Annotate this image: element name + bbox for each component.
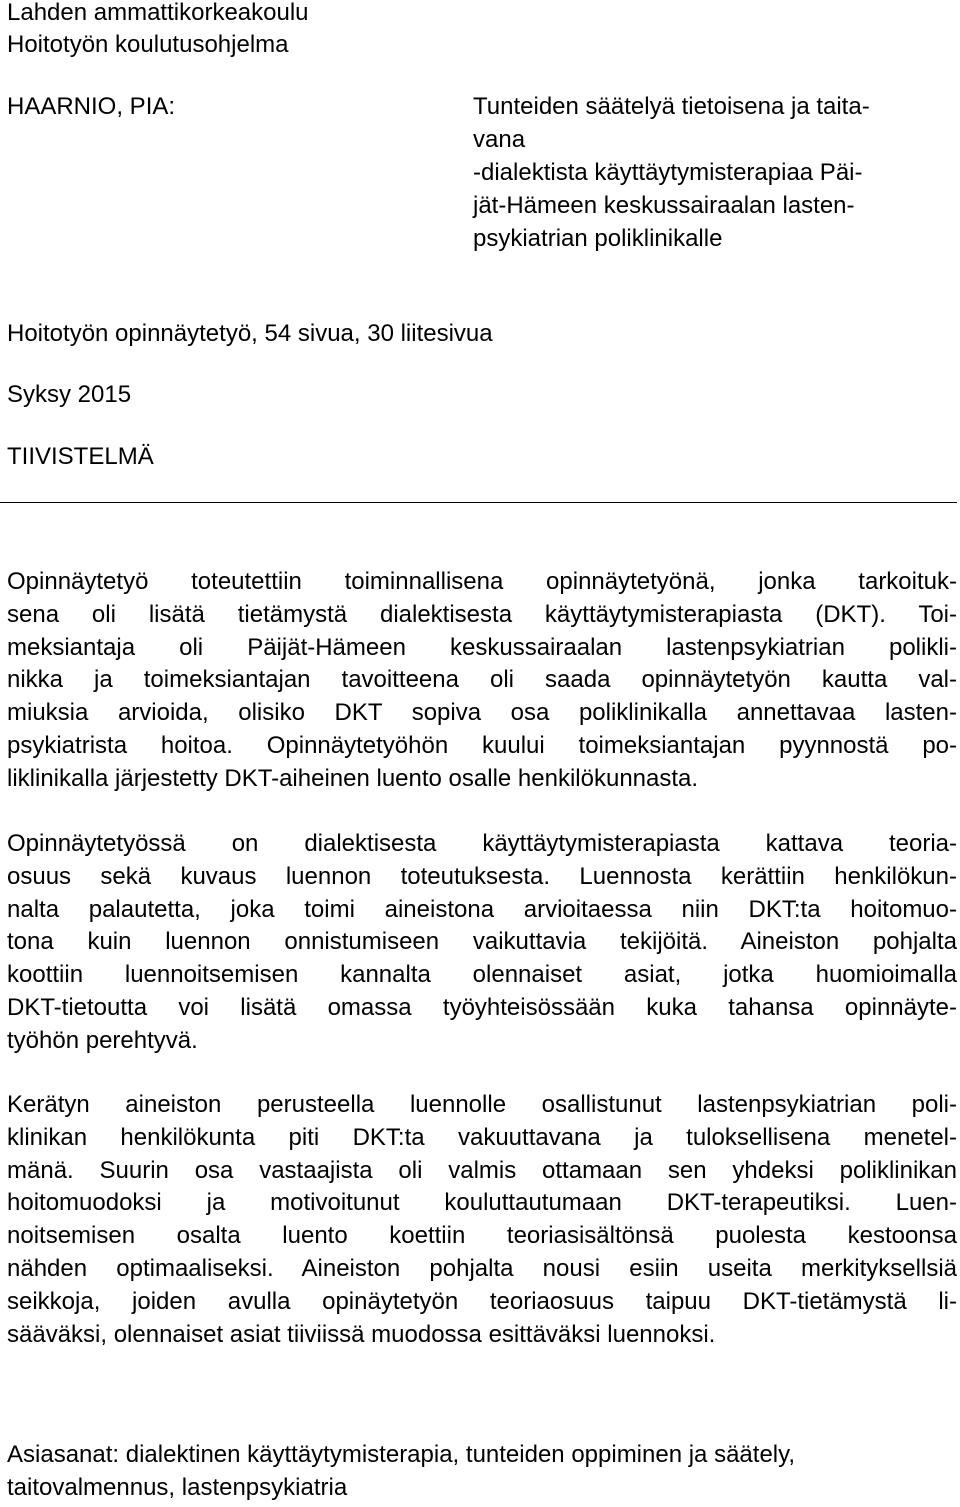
author-name: HAARNIO, PIA: xyxy=(7,93,176,120)
thesis-info: Hoitotyön opinnäytetyö, 54 sivua, 30 liitesivua xyxy=(7,320,493,347)
paragraph-line: sena oli lisätä tietämystä dialektisesta käyttäytymisterapiasta (DKT). Toi- xyxy=(7,600,957,628)
paragraph-line: DKT-tietoutta voi lisätä omassa työyhteisössään kuka tahansa opinnäyte- xyxy=(7,993,957,1021)
paragraph-line: psykiatrista hoitoa. Opinnäytetyöhön kuului toimeksiantajan pyynnostä po- xyxy=(7,731,957,759)
paragraph-line: nikka ja toimeksiantajan tavoitteena oli saada opinnäytetyön kautta val- xyxy=(7,666,957,694)
paragraph-line: seikkoja, joiden avulla opinäytetyön teoriaosuus taipuu DKT-tietämystä li- xyxy=(7,1287,957,1315)
abstract-paragraph-2 xyxy=(7,828,957,1058)
paragraph-line: nalta palautetta, joka toimi aineistona arvioitaessa niin DKT:ta hoitomuo- xyxy=(7,895,957,923)
paragraph-line: noitsemisen osalta luento koettiin teoriasisältönsä puolesta kestoonsa xyxy=(7,1222,957,1250)
keywords-line: taitovalmennus, lastenpsykiatria xyxy=(7,1473,348,1501)
paragraph-line: Opinnäytetyössä on dialektisesta käyttäytymisterapiasta kattava teoria- xyxy=(7,830,957,857)
keywords-line: Asiasanat: dialektinen käyttäytymisterapia, tunteiden oppiminen ja säätely, xyxy=(7,1441,796,1468)
paragraph-line: mänä. Suurin osa vastaajista oli valmis ottamaan sen yhdeksi poliklinikan xyxy=(7,1156,957,1184)
thesis-title-line: Tunteiden säätelyä tietoisena ja taita- xyxy=(473,93,870,120)
abstract-paragraph-1 xyxy=(7,566,957,796)
abstract-heading: TIIVISTELMÄ xyxy=(7,443,154,470)
term: Syksy 2015 xyxy=(7,381,132,408)
paragraph-line: liklinikalla järjestetty DKT-aiheinen luento osalle henkilökunnasta. xyxy=(7,764,699,792)
paragraph-line: klinikan henkilökunta piti DKT:ta vakuuttavana ja tuloksellisena menetel- xyxy=(7,1123,957,1151)
programme-name: Hoitotyön koulutusohjelma xyxy=(7,31,289,58)
paragraph-line: miuksia arvioida, olisiko DKT sopiva osa poliklinikalla annettavaa lasten- xyxy=(7,699,957,727)
paragraph-line: sääväksi, olennaiset asiat tiiviissä muodossa esittäväksi luennoksi. xyxy=(7,1320,716,1348)
thesis-title-line: jät-Hämeen keskussairaalan lasten- xyxy=(473,192,855,219)
paragraph-line: meksiantaja oli Päijät-Hämeen keskussairaalan lastenpsykiatrian polikli- xyxy=(7,633,957,661)
institution-name: Lahden ammattikorkeakoulu xyxy=(7,0,309,26)
keywords xyxy=(7,1439,957,1505)
paragraph-line: Opinnäytetyö toteutettiin toiminnallisena opinnäytetyönä, jonka tarkoituk- xyxy=(7,568,957,595)
paragraph-line: hoitomuodoksi ja motivoitunut kouluttautumaan DKT-terapeutiksi. Luen- xyxy=(7,1189,957,1217)
thesis-title-line: psykiatrian poliklinikalle xyxy=(473,225,723,252)
section-divider xyxy=(0,502,957,503)
thesis-title-line: -dialektista käyttäytymisterapiaa Päi- xyxy=(473,159,863,186)
thesis-title-line: vana xyxy=(473,126,526,153)
paragraph-line: työhön perehtyvä. xyxy=(7,1026,198,1054)
paragraph-line: koottiin luennoitsemisen kannalta olennaiset asiat, jotka huomioimalla xyxy=(7,961,957,989)
paragraph-line: Kerätyn aineiston perusteella luennolle osallistunut lastenpsykiatrian poli- xyxy=(7,1091,957,1118)
abstract-paragraph-3 xyxy=(7,1089,957,1351)
paragraph-line: nähden optimaaliseksi. Aineiston pohjalta nousi esiin useita merkityksellsiä xyxy=(7,1254,957,1282)
paragraph-line: osuus sekä kuvaus luennon toteutuksesta. Luennosta kerättiin henkilökun- xyxy=(7,862,957,890)
paragraph-line: tona kuin luennon onnistumiseen vaikuttavia tekijöitä. Aineiston pohjalta xyxy=(7,928,957,956)
